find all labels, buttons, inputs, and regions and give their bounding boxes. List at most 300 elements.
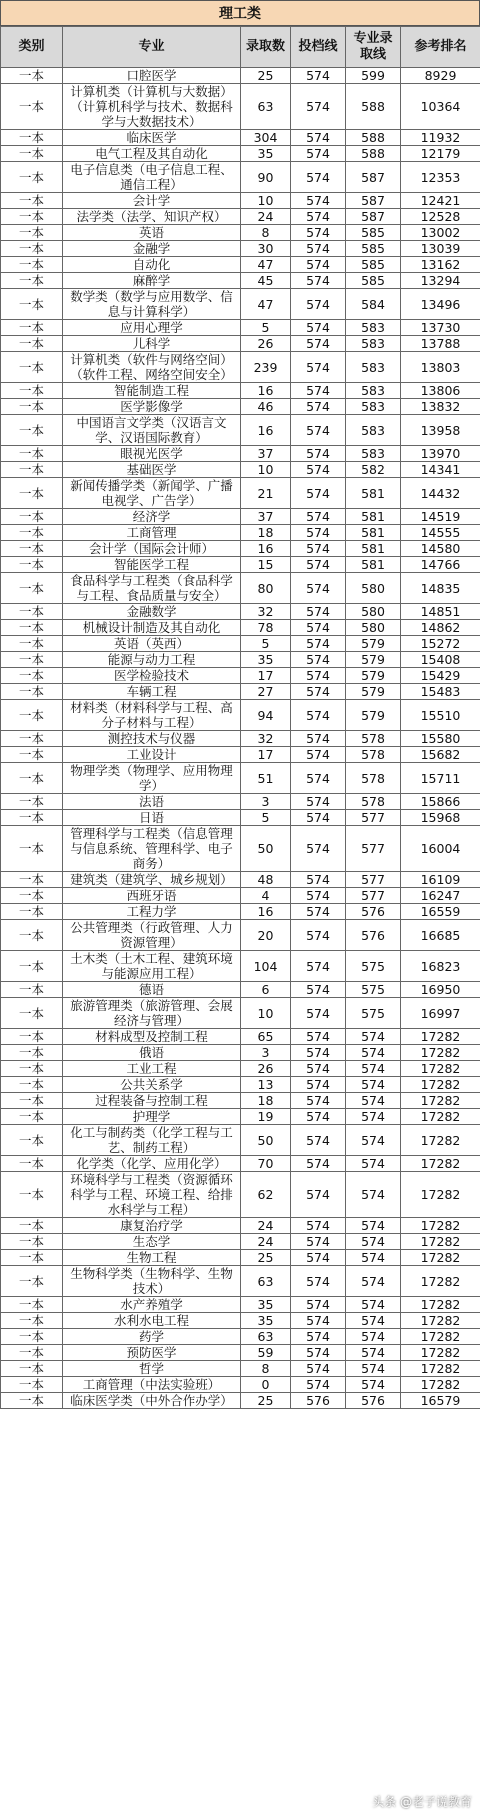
cell-cutoff: 574	[291, 84, 346, 130]
table-row	[1, 668, 480, 684]
cell-rank: 16559	[401, 904, 480, 920]
table-row	[1, 636, 480, 652]
cell-admitted: 21	[241, 478, 291, 509]
cell-category: 一本	[1, 352, 63, 383]
cell-major-cutoff: 574	[346, 1172, 401, 1218]
cell-major: 生物工程	[63, 1250, 241, 1266]
table-row	[1, 904, 480, 920]
cell-cutoff: 574	[291, 1172, 346, 1218]
cell-admitted: 65	[241, 1029, 291, 1045]
cell-cutoff: 574	[291, 1061, 346, 1077]
cell-admitted: 35	[241, 146, 291, 162]
cell-category: 一本	[1, 731, 63, 747]
table-row	[1, 1234, 480, 1250]
cell-cutoff: 576	[291, 1393, 346, 1409]
cell-major-cutoff: 574	[346, 1156, 401, 1172]
cell-major-cutoff: 587	[346, 209, 401, 225]
cell-cutoff: 574	[291, 1377, 346, 1393]
table-row	[1, 794, 480, 810]
cell-category: 一本	[1, 636, 63, 652]
cell-category: 一本	[1, 525, 63, 541]
cell-major-cutoff: 588	[346, 130, 401, 146]
cell-major: 水产养殖学	[63, 1297, 241, 1313]
cell-major: 土木类（土木工程、建筑环境与能源应用工程）	[63, 951, 241, 982]
cell-category: 一本	[1, 478, 63, 509]
cell-major: 药学	[63, 1329, 241, 1345]
table-row	[1, 700, 480, 731]
cell-admitted: 63	[241, 1329, 291, 1345]
cell-major: 金融数学	[63, 604, 241, 620]
table-row	[1, 982, 480, 998]
cell-cutoff: 574	[291, 1045, 346, 1061]
table-row	[1, 273, 480, 289]
table-row	[1, 525, 480, 541]
cell-admitted: 6	[241, 982, 291, 998]
cell-major-cutoff: 583	[346, 352, 401, 383]
cell-cutoff: 574	[291, 557, 346, 573]
cell-category: 一本	[1, 446, 63, 462]
cell-cutoff: 574	[291, 1345, 346, 1361]
cell-cutoff: 574	[291, 1218, 346, 1234]
cell-major: 眼视光医学	[63, 446, 241, 462]
cell-category: 一本	[1, 920, 63, 951]
cell-major-cutoff: 581	[346, 557, 401, 573]
cell-major-cutoff: 584	[346, 289, 401, 320]
cell-major: 法语	[63, 794, 241, 810]
table-row	[1, 1172, 480, 1218]
cell-major-cutoff: 576	[346, 920, 401, 951]
cell-major: 护理学	[63, 1109, 241, 1125]
cell-admitted: 70	[241, 1156, 291, 1172]
cell-admitted: 20	[241, 920, 291, 951]
table-row	[1, 336, 480, 352]
cell-rank: 14862	[401, 620, 480, 636]
cell-rank: 14580	[401, 541, 480, 557]
table-row	[1, 257, 480, 273]
table-row	[1, 462, 480, 478]
cell-major: 工业设计	[63, 747, 241, 763]
cell-major-cutoff: 587	[346, 193, 401, 209]
cell-admitted: 15	[241, 557, 291, 573]
cell-rank: 16247	[401, 888, 480, 904]
cell-major: 材料类（材料科学与工程、高分子材料与工程）	[63, 700, 241, 731]
table-row	[1, 1266, 480, 1297]
cell-cutoff: 574	[291, 1329, 346, 1345]
cell-major-cutoff: 577	[346, 888, 401, 904]
cell-rank: 13806	[401, 383, 480, 399]
cell-cutoff: 574	[291, 399, 346, 415]
cell-major-cutoff: 599	[346, 68, 401, 84]
cell-admitted: 35	[241, 1313, 291, 1329]
cell-rank: 13039	[401, 241, 480, 257]
cell-category: 一本	[1, 225, 63, 241]
cell-rank: 15580	[401, 731, 480, 747]
cell-rank: 17282	[401, 1313, 480, 1329]
cell-rank: 15866	[401, 794, 480, 810]
cell-category: 一本	[1, 130, 63, 146]
table-row	[1, 888, 480, 904]
cell-major-cutoff: 574	[346, 1250, 401, 1266]
cell-major: 计算机类（计算机与大数据）（计算机科学与技术、数据科学与大数据技术）	[63, 84, 241, 130]
cell-major: 会计学	[63, 193, 241, 209]
cell-category: 一本	[1, 1297, 63, 1313]
cell-rank: 13788	[401, 336, 480, 352]
cell-cutoff: 574	[291, 241, 346, 257]
table-row	[1, 1377, 480, 1393]
cell-major: 法学类（法学、知识产权）	[63, 209, 241, 225]
cell-cutoff: 574	[291, 1297, 346, 1313]
cell-category: 一本	[1, 509, 63, 525]
table-row	[1, 1393, 480, 1409]
header-row	[1, 27, 480, 68]
cell-admitted: 51	[241, 763, 291, 794]
cell-admitted: 47	[241, 257, 291, 273]
cell-major: 物理学类（物理学、应用物理学）	[63, 763, 241, 794]
cell-category: 一本	[1, 872, 63, 888]
table-row	[1, 1029, 480, 1045]
cell-rank: 15510	[401, 700, 480, 731]
cell-rank: 15408	[401, 652, 480, 668]
cell-rank: 12528	[401, 209, 480, 225]
cell-admitted: 63	[241, 1266, 291, 1297]
table-row	[1, 68, 480, 84]
cell-category: 一本	[1, 763, 63, 794]
cell-cutoff: 574	[291, 951, 346, 982]
cell-admitted: 10	[241, 193, 291, 209]
cell-cutoff: 574	[291, 1077, 346, 1093]
cell-category: 一本	[1, 1125, 63, 1156]
cell-rank: 14555	[401, 525, 480, 541]
cell-major-cutoff: 574	[346, 1297, 401, 1313]
cell-cutoff: 574	[291, 668, 346, 684]
cell-cutoff: 574	[291, 620, 346, 636]
cell-major: 新闻传播学类（新闻学、广播电视学、广告学）	[63, 478, 241, 509]
cell-admitted: 80	[241, 573, 291, 604]
cell-major: 金融学	[63, 241, 241, 257]
cell-major: 工程力学	[63, 904, 241, 920]
cell-admitted: 17	[241, 747, 291, 763]
cell-major: 临床医学类（中外合作办学）	[63, 1393, 241, 1409]
cell-rank: 14766	[401, 557, 480, 573]
cell-cutoff: 574	[291, 541, 346, 557]
cell-admitted: 50	[241, 1125, 291, 1156]
cell-cutoff: 574	[291, 1361, 346, 1377]
cell-category: 一本	[1, 1234, 63, 1250]
cell-category: 一本	[1, 1377, 63, 1393]
cell-major: 计算机类（软件与网络空间）（软件工程、网络空间安全）	[63, 352, 241, 383]
cell-major: 经济学	[63, 509, 241, 525]
cell-category: 一本	[1, 241, 63, 257]
cell-major-cutoff: 583	[346, 446, 401, 462]
cell-category: 一本	[1, 951, 63, 982]
admission-table	[0, 26, 480, 1409]
cell-major-cutoff: 588	[346, 84, 401, 130]
header-admitted: 录取数	[241, 27, 291, 68]
cell-admitted: 18	[241, 1093, 291, 1109]
cell-admitted: 16	[241, 383, 291, 399]
cell-admitted: 32	[241, 604, 291, 620]
cell-admitted: 18	[241, 525, 291, 541]
cell-major-cutoff: 574	[346, 1234, 401, 1250]
cell-category: 一本	[1, 257, 63, 273]
cell-cutoff: 574	[291, 573, 346, 604]
cell-major: 数学类（数学与应用数学、信息与计算科学）	[63, 289, 241, 320]
cell-admitted: 90	[241, 162, 291, 193]
cell-major-cutoff: 580	[346, 620, 401, 636]
cell-major: 会计学（国际会计师）	[63, 541, 241, 557]
table-row	[1, 951, 480, 982]
cell-admitted: 13	[241, 1077, 291, 1093]
cell-category: 一本	[1, 573, 63, 604]
cell-cutoff: 574	[291, 652, 346, 668]
cell-admitted: 50	[241, 826, 291, 872]
cell-major: 化学类（化学、应用化学）	[63, 1156, 241, 1172]
cell-admitted: 37	[241, 509, 291, 525]
cell-admitted: 59	[241, 1345, 291, 1361]
cell-rank: 17282	[401, 1077, 480, 1093]
cell-category: 一本	[1, 982, 63, 998]
cell-category: 一本	[1, 336, 63, 352]
cell-cutoff: 574	[291, 446, 346, 462]
cell-rank: 15711	[401, 763, 480, 794]
cell-major-cutoff: 578	[346, 747, 401, 763]
cell-category: 一本	[1, 904, 63, 920]
cell-major-cutoff: 585	[346, 241, 401, 257]
cell-rank: 13803	[401, 352, 480, 383]
table-row	[1, 1109, 480, 1125]
cell-admitted: 104	[241, 951, 291, 982]
cell-major-cutoff: 574	[346, 1218, 401, 1234]
cell-category: 一本	[1, 1361, 63, 1377]
cell-rank: 13730	[401, 320, 480, 336]
header-major: 专业	[63, 27, 241, 68]
cell-rank: 16823	[401, 951, 480, 982]
cell-admitted: 8	[241, 1361, 291, 1377]
table-row	[1, 478, 480, 509]
cell-category: 一本	[1, 700, 63, 731]
cell-category: 一本	[1, 1156, 63, 1172]
table-row	[1, 1156, 480, 1172]
cell-major: 康复治疗学	[63, 1218, 241, 1234]
cell-category: 一本	[1, 810, 63, 826]
cell-category: 一本	[1, 1077, 63, 1093]
cell-rank: 17282	[401, 1329, 480, 1345]
cell-rank: 15682	[401, 747, 480, 763]
cell-admitted: 5	[241, 810, 291, 826]
cell-rank: 14851	[401, 604, 480, 620]
cell-major-cutoff: 578	[346, 763, 401, 794]
cell-category: 一本	[1, 684, 63, 700]
cell-category: 一本	[1, 1109, 63, 1125]
cell-cutoff: 574	[291, 1313, 346, 1329]
table-row	[1, 509, 480, 525]
cell-admitted: 10	[241, 462, 291, 478]
cell-admitted: 78	[241, 620, 291, 636]
cell-rank: 16685	[401, 920, 480, 951]
cell-major: 英语	[63, 225, 241, 241]
cell-major: 基础医学	[63, 462, 241, 478]
cell-cutoff: 574	[291, 525, 346, 541]
cell-admitted: 4	[241, 888, 291, 904]
cell-admitted: 62	[241, 1172, 291, 1218]
cell-category: 一本	[1, 604, 63, 620]
cell-admitted: 27	[241, 684, 291, 700]
cell-major-cutoff: 580	[346, 604, 401, 620]
cell-major: 口腔医学	[63, 68, 241, 84]
cell-major-cutoff: 575	[346, 951, 401, 982]
cell-major: 工商管理	[63, 525, 241, 541]
cell-rank: 14519	[401, 509, 480, 525]
cell-category: 一本	[1, 826, 63, 872]
cell-admitted: 17	[241, 668, 291, 684]
cell-rank: 13970	[401, 446, 480, 462]
cell-major: 智能制造工程	[63, 383, 241, 399]
cell-cutoff: 574	[291, 700, 346, 731]
cell-major-cutoff: 574	[346, 1109, 401, 1125]
cell-admitted: 24	[241, 1218, 291, 1234]
cell-admitted: 25	[241, 68, 291, 84]
cell-major: 西班牙语	[63, 888, 241, 904]
cell-major-cutoff: 583	[346, 415, 401, 446]
cell-rank: 14432	[401, 478, 480, 509]
table-row	[1, 684, 480, 700]
cell-category: 一本	[1, 84, 63, 130]
table-row	[1, 763, 480, 794]
header-major-cutoff: 专业录取线	[346, 27, 401, 68]
cell-major: 水利水电工程	[63, 1313, 241, 1329]
table-row	[1, 620, 480, 636]
cell-major: 能源与动力工程	[63, 652, 241, 668]
cell-rank: 16579	[401, 1393, 480, 1409]
cell-category: 一本	[1, 1045, 63, 1061]
cell-rank: 16109	[401, 872, 480, 888]
cell-rank: 17282	[401, 1250, 480, 1266]
cell-major-cutoff: 577	[346, 872, 401, 888]
cell-cutoff: 574	[291, 982, 346, 998]
cell-major: 儿科学	[63, 336, 241, 352]
cell-admitted: 32	[241, 731, 291, 747]
cell-major: 应用心理学	[63, 320, 241, 336]
cell-major-cutoff: 574	[346, 1077, 401, 1093]
cell-major-cutoff: 574	[346, 1029, 401, 1045]
table-row	[1, 1250, 480, 1266]
cell-category: 一本	[1, 747, 63, 763]
cell-category: 一本	[1, 320, 63, 336]
cell-rank: 13002	[401, 225, 480, 241]
cell-admitted: 3	[241, 1045, 291, 1061]
cell-major: 预防医学	[63, 1345, 241, 1361]
cell-rank: 12179	[401, 146, 480, 162]
cell-cutoff: 574	[291, 289, 346, 320]
cell-cutoff: 574	[291, 731, 346, 747]
cell-admitted: 24	[241, 209, 291, 225]
header-cutoff: 投档线	[291, 27, 346, 68]
cell-category: 一本	[1, 888, 63, 904]
cell-major: 俄语	[63, 1045, 241, 1061]
cell-rank: 17282	[401, 1361, 480, 1377]
table-row	[1, 652, 480, 668]
cell-major-cutoff: 582	[346, 462, 401, 478]
cell-rank: 15429	[401, 668, 480, 684]
cell-admitted: 25	[241, 1393, 291, 1409]
cell-major-cutoff: 578	[346, 794, 401, 810]
cell-rank: 17282	[401, 1109, 480, 1125]
cell-category: 一本	[1, 1393, 63, 1409]
cell-category: 一本	[1, 1218, 63, 1234]
cell-major-cutoff: 577	[346, 810, 401, 826]
cell-admitted: 0	[241, 1377, 291, 1393]
cell-rank: 13832	[401, 399, 480, 415]
table-row	[1, 1061, 480, 1077]
table-row	[1, 872, 480, 888]
table-row	[1, 541, 480, 557]
cell-category: 一本	[1, 1250, 63, 1266]
cell-major-cutoff: 579	[346, 668, 401, 684]
cell-rank: 17282	[401, 1345, 480, 1361]
cell-rank: 8929	[401, 68, 480, 84]
cell-major-cutoff: 574	[346, 1093, 401, 1109]
table-row	[1, 557, 480, 573]
table-row	[1, 1077, 480, 1093]
cell-cutoff: 574	[291, 130, 346, 146]
cell-category: 一本	[1, 289, 63, 320]
cell-major-cutoff: 588	[346, 146, 401, 162]
cell-rank: 17282	[401, 1234, 480, 1250]
cell-category: 一本	[1, 1313, 63, 1329]
cell-cutoff: 574	[291, 998, 346, 1029]
cell-admitted: 26	[241, 1061, 291, 1077]
table-row	[1, 352, 480, 383]
table-row	[1, 289, 480, 320]
cell-cutoff: 574	[291, 1029, 346, 1045]
cell-cutoff: 574	[291, 810, 346, 826]
table-row	[1, 1313, 480, 1329]
table-row	[1, 399, 480, 415]
cell-rank: 17282	[401, 1266, 480, 1297]
cell-admitted: 24	[241, 1234, 291, 1250]
cell-cutoff: 574	[291, 826, 346, 872]
cell-cutoff: 574	[291, 684, 346, 700]
cell-cutoff: 574	[291, 904, 346, 920]
cell-major-cutoff: 574	[346, 1345, 401, 1361]
cell-major: 医学检验技术	[63, 668, 241, 684]
cell-major: 智能医学工程	[63, 557, 241, 573]
cell-major: 临床医学	[63, 130, 241, 146]
cell-rank: 15968	[401, 810, 480, 826]
cell-major-cutoff: 583	[346, 320, 401, 336]
cell-cutoff: 574	[291, 257, 346, 273]
cell-cutoff: 574	[291, 747, 346, 763]
cell-category: 一本	[1, 193, 63, 209]
cell-major-cutoff: 574	[346, 1266, 401, 1297]
cell-major-cutoff: 581	[346, 478, 401, 509]
cell-rank: 17282	[401, 1156, 480, 1172]
cell-major: 电气工程及其自动化	[63, 146, 241, 162]
cell-major-cutoff: 579	[346, 700, 401, 731]
cell-major: 自动化	[63, 257, 241, 273]
cell-major: 公共管理类（行政管理、人力资源管理）	[63, 920, 241, 951]
table-row	[1, 84, 480, 130]
cell-major-cutoff: 587	[346, 162, 401, 193]
cell-major-cutoff: 575	[346, 998, 401, 1029]
cell-major-cutoff: 574	[346, 1377, 401, 1393]
table-row	[1, 241, 480, 257]
cell-major: 英语（英西）	[63, 636, 241, 652]
table-row	[1, 146, 480, 162]
cell-admitted: 63	[241, 84, 291, 130]
cell-rank: 13958	[401, 415, 480, 446]
cell-rank: 10364	[401, 84, 480, 130]
